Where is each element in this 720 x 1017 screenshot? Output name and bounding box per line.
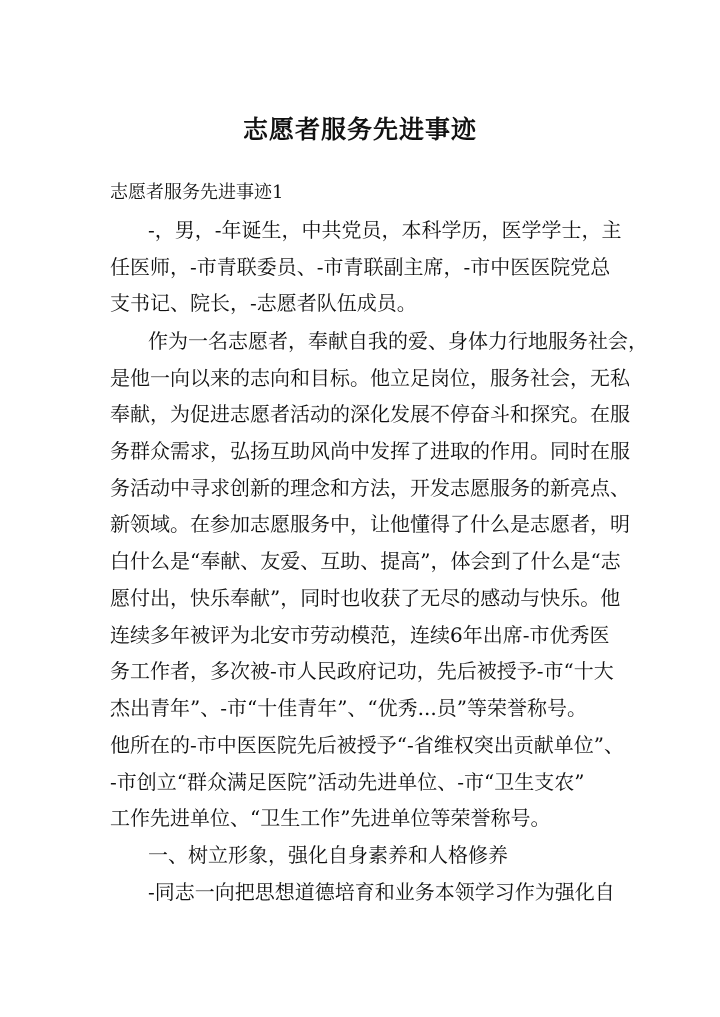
paragraph-line: 杰出青年”、-市“十佳青年”、“优秀...员”等荣誉称号。 [110,696,587,720]
paragraph-line: 务活动中寻求创新的理念和方法，开发志愿服务的新亮点、 [110,476,630,500]
paragraph-line: -市创立“群众满足医院”活动先进单位、-市“卫生支农” [110,770,585,794]
paragraph-line: 支书记、院长，-志愿者队伍成员。 [110,291,417,315]
paragraph-line: 是他一向以来的志向和目标。他立足岗位，服务社会，无私 [110,366,630,390]
paragraph-line: -同志一向把思想道德培育和业务本领学习作为强化自 [148,880,615,904]
paragraph-line: 工作先进单位、“卫生工作”先进单位等荣誉称号。 [110,806,551,830]
section-subtitle: 志愿者服务先进事迹1 [110,182,284,203]
paragraph-line: 务群众需求，弘扬互助风尚中发挥了进取的作用。同时在服 [110,439,630,463]
paragraph-line: 连续多年被评为北安市劳动模范，连续6年出席-市优秀医 [110,623,610,647]
paragraph-line: 白什么是“奉献、友爱、互助、提高”，体会到了什么是“志 [110,549,621,573]
paragraph-line: 务工作者，多次被-市人民政府记功，先后被授予-市“十大 [110,659,614,683]
paragraph-line: 他所在的-市中医医院先后被授予“-省维权突出贡献单位”、 [110,733,624,757]
section-heading: 一、树立形象，强化自身素养和人格修养 [148,843,508,867]
paragraph-line: 作为一名志愿者，奉献自我的爱、身体力行地服务社会， [148,329,648,353]
paragraph-line: 愿付出，快乐奉献”，同时也收获了无尽的感动与快乐。他 [110,586,621,610]
page-title: 志愿者服务先进事迹 [242,115,477,144]
paragraph-line: -，男，-年诞生，中共党员，本科学历，医学学士，主 [148,218,622,242]
paragraph-line: 新领域。在参加志愿服务中，让他懂得了什么是志愿者，明 [110,512,630,536]
paragraph-line: 任医师，-市青联委员、-市青联副主席，-市中医医院党总 [110,255,611,279]
paragraph-line: 奉献，为促进志愿者活动的深化发展不停奋斗和探究。在服 [110,402,630,426]
